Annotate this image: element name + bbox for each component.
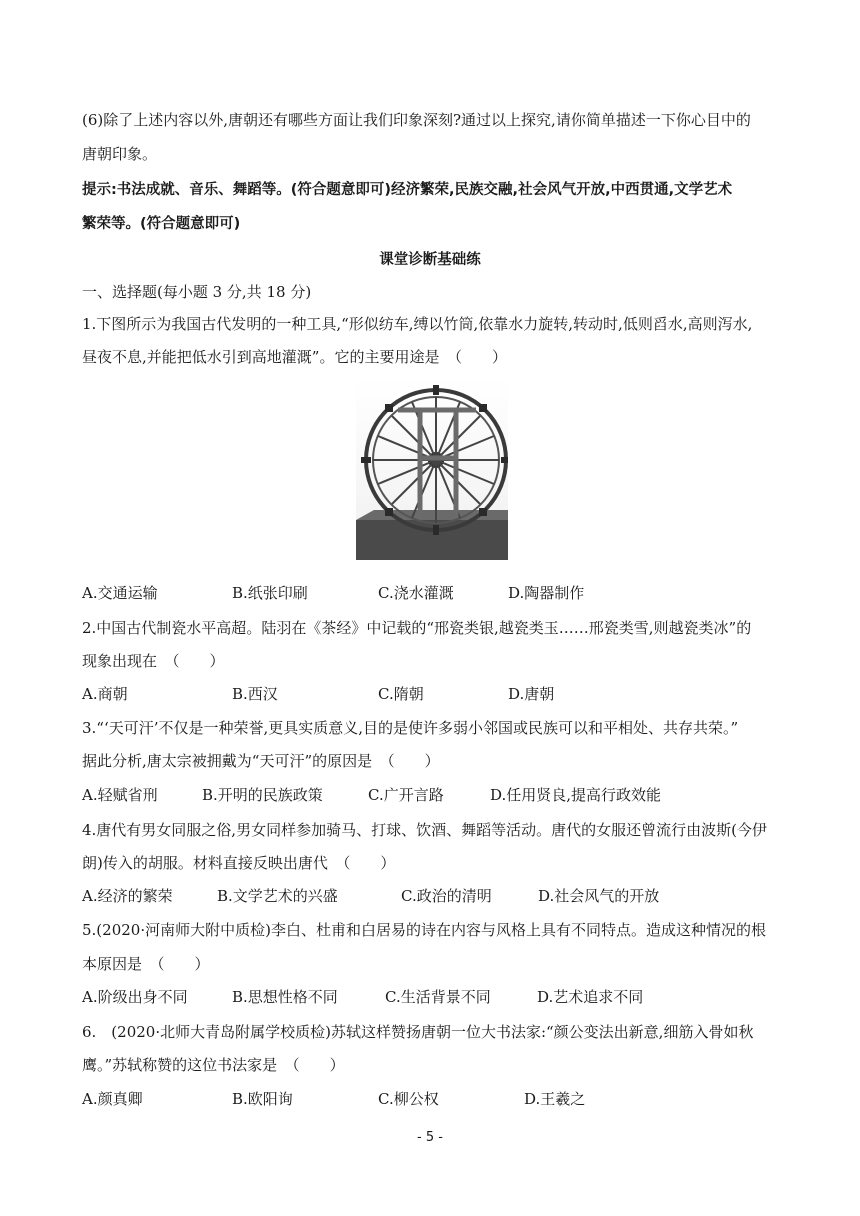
question-3-line2: 据此分析,唐太宗被拥戴为“天可汗”的原因是 （ ） (82, 752, 440, 770)
option-c[interactable]: C.广开言路 (368, 786, 444, 804)
question-2-line2: 现象出现在 （ ） (82, 652, 225, 670)
question-1-line1: 1.下图所示为我国古代发明的一种工具,“形似纺车,缚以竹筒,依靠水力旋转,转动时,低则舀水,高则泻水, (82, 315, 753, 333)
option-d[interactable]: D.艺术追求不同 (537, 988, 644, 1006)
question-1-options (82, 583, 780, 603)
option-a[interactable]: A.交通运输 (82, 584, 158, 602)
section-title: 课堂诊断基础练 (379, 252, 481, 268)
option-b[interactable]: B.文学艺术的兴盛 (217, 887, 338, 905)
option-a[interactable]: A.轻赋省刑 (82, 786, 158, 804)
option-b[interactable]: B.纸张印刷 (232, 584, 308, 602)
option-c[interactable]: C.生活背景不同 (385, 988, 491, 1006)
page-number: - 5 - (417, 1130, 443, 1145)
question-3-options (82, 785, 780, 805)
option-c[interactable]: C.柳公权 (378, 1090, 439, 1108)
hint-line2: 繁荣等。(符合题意即可) (82, 216, 241, 232)
option-d[interactable]: D.任用贤良,提高行政效能 (490, 786, 662, 804)
option-b[interactable]: B.西汉 (232, 685, 278, 703)
question-3-line1: 3.“‘天可汗’不仅是一种荣誉,更具实质意义,目的是使许多弱小邻国或民族可以和平相处、共存共荣。” (82, 719, 739, 737)
question-5-line1: 5.(2020·河南师大附中质检)李白、杜甫和白居易的诗在内容与风格上具有不同特点。造成这种情况的根 (82, 921, 766, 939)
option-c[interactable]: C.隋朝 (378, 685, 424, 703)
option-d[interactable]: D.社会风气的开放 (538, 887, 660, 905)
q6-text-line1: (6)除了上述内容以外,唐朝还有哪些方面让我们印象深刻?通过以上探究,请你简单描述一下你心目中的 (82, 111, 751, 129)
question-2-options (82, 684, 780, 704)
option-a[interactable]: A.经济的繁荣 (82, 887, 173, 905)
question-4-line1: 4.唐代有男女同服之俗,男女同样参加骑马、打球、饮酒、舞蹈等活动。唐代的女服还曾流行由波斯(今伊 (82, 821, 767, 839)
hint-line1: 提示:书法成就、音乐、舞蹈等。(符合题意即可)经济繁荣,民族交融,社会风气开放,中西贯通,文学艺术 (82, 182, 733, 198)
option-d[interactable]: D.唐朝 (508, 685, 555, 703)
question-6-options (82, 1089, 780, 1109)
option-a[interactable]: A.阶级出身不同 (82, 988, 188, 1006)
question-4-line2: 朗)传入的胡服。材料直接反映出唐代 （ ） (82, 854, 396, 872)
option-b[interactable]: B.思想性格不同 (232, 988, 338, 1006)
option-c[interactable]: C.浇水灌溉 (378, 584, 454, 602)
option-c[interactable]: C.政治的清明 (401, 887, 492, 905)
question-5-line2: 本原因是 （ ） (82, 955, 210, 973)
question-1-line2: 昼夜不息,并能把低水引到高地灌溉”。它的主要用途是 （ ） (82, 348, 507, 366)
option-a[interactable]: A.颜真卿 (82, 1090, 143, 1108)
question-5-options (82, 987, 780, 1007)
question-4-options (82, 886, 780, 906)
part-heading: 一、选择题(每小题 3 分,共 18 分) (82, 283, 312, 301)
q6-text-line2: 唐朝印象。 (82, 145, 158, 163)
question-2-line1: 2.中国古代制瓷水平高超。陆羽在《茶经》中记载的“邢瓷类银,越瓷类玉……邢瓷类雪,则越瓷类冰”的 (82, 619, 752, 637)
option-d[interactable]: D.王羲之 (524, 1090, 586, 1108)
waterwheel-image (356, 378, 508, 560)
question-6-line1: 6. (2020·北师大青岛附属学校质检)苏轼这样赞扬唐朝一位大书法家:“颜公变法出新意,细筋入骨如秋 (82, 1023, 754, 1041)
question-6-line2: 鹰。”苏轼称赞的这位书法家是 （ ） (82, 1056, 345, 1074)
option-d[interactable]: D.陶器制作 (508, 584, 585, 602)
option-a[interactable]: A.商朝 (82, 685, 128, 703)
option-b[interactable]: B.欧阳询 (232, 1090, 293, 1108)
option-b[interactable]: B.开明的民族政策 (202, 786, 323, 804)
